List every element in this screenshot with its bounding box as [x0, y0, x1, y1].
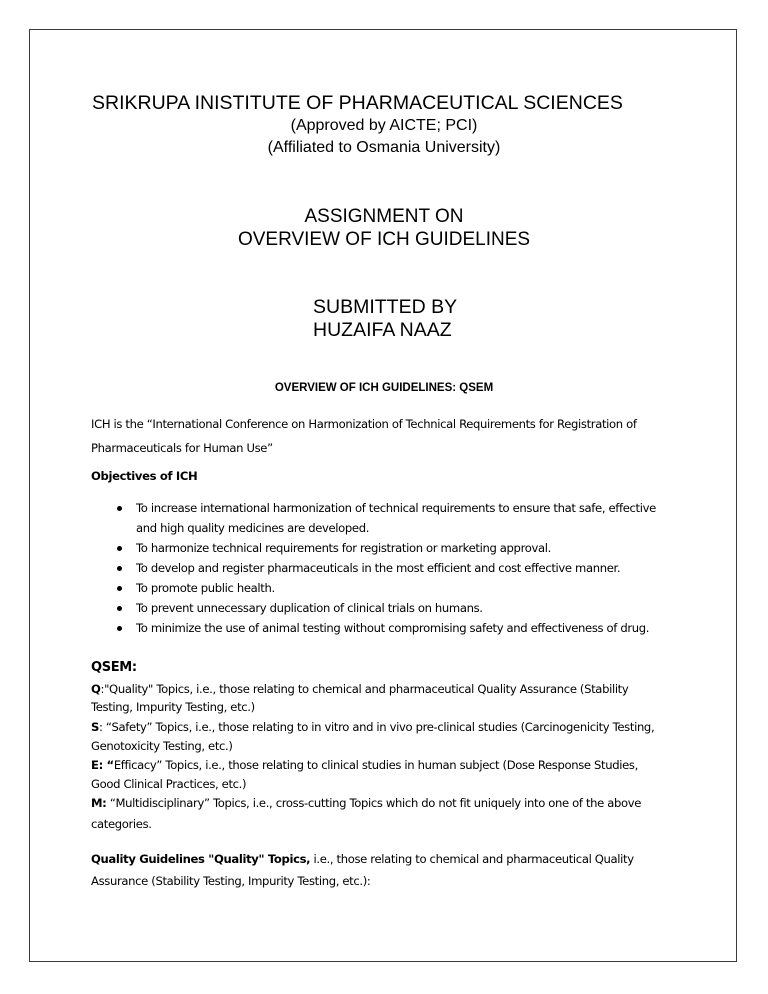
- objective-3: To develop and register pharmaceuticals in the most efficient and cost effective manner.: [136, 561, 621, 575]
- objective-6: To minimize the use of animal testing without compromising safety and effectiveness of drug.: [136, 621, 650, 635]
- qsem-s-label: S: [91, 720, 99, 734]
- submitted-by-label: SUBMITTED BY: [313, 296, 458, 318]
- bullet-icon: [117, 566, 122, 571]
- qsem-q-line-2: Testing, Impurity Testing, etc.): [91, 700, 255, 714]
- bullet-icon: [117, 626, 122, 631]
- qsem-m-text: “Multidisciplinary” Topics, i.e., cross-cutting Topics which do not fit uniquely into one of the above: [106, 796, 642, 810]
- bullet-icon: [117, 546, 122, 551]
- affiliation-line: (Affiliated to Osmania University): [267, 139, 501, 156]
- quality-label: Quality Guidelines "Quality" Topics,: [91, 852, 311, 866]
- intro-line-1: ICH is the “International Conference on Harmonization of Technical Requirements for Registration of: [91, 417, 637, 431]
- qsem-q-text: :"Quality" Topics, i.e., those relating to chemical and pharmaceutical Quality Assurance (Stability: [100, 682, 629, 696]
- qsem-s-line-2: Genotoxicity Testing, etc.): [91, 739, 233, 753]
- approval-line: (Approved by AICTE; PCI): [290, 117, 478, 134]
- submitter-name: HUZAIFA NAAZ: [313, 319, 452, 341]
- objectives-heading: Objectives of ICH: [91, 469, 198, 483]
- bullet-icon: [117, 606, 122, 611]
- quality-text: i.e., those relating to chemical and pharmaceutical Quality: [310, 852, 634, 866]
- qsem-e-line-1: [91, 758, 638, 772]
- qsem-q-line-1: [91, 682, 628, 696]
- qsem-q-label: Q: [91, 682, 101, 696]
- section-title: OVERVIEW OF ICH GUIDELINES: QSEM: [274, 382, 494, 394]
- objective-2: To harmonize technical requirements for registration or marketing approval.: [136, 541, 551, 555]
- objective-4: To promote public health.: [136, 581, 275, 595]
- bullet-icon: [117, 586, 122, 591]
- qsem-m-label: M:: [91, 796, 107, 810]
- qsem-e-line-2: Good Clinical Practices, etc.): [91, 777, 247, 791]
- qsem-s-text: : “Safety” Topics, i.e., those relating to in vitro and in vivo pre-clinical studies (Carcinogenicity Testing,: [99, 720, 655, 734]
- intro-line-2: Pharmaceuticals for Human Use”: [91, 441, 273, 455]
- qsem-e-text: Efficacy” Topics, i.e., those relating to clinical studies in human subject (Dose Response Studies,: [113, 758, 638, 772]
- qsem-heading: QSEM:: [91, 660, 137, 675]
- qsem-s-line-1: [91, 720, 654, 734]
- objective-1-line-1: To increase international harmonization of technical requirements to ensure that safe, effective: [136, 501, 656, 515]
- assignment-line-2: OVERVIEW OF ICH GUIDELINES: [237, 229, 531, 250]
- qsem-m-line-1: [91, 796, 641, 810]
- assignment-line-1: ASSIGNMENT ON: [304, 206, 464, 227]
- quality-line-2: Assurance (Stability Testing, Impurity Testing, etc.):: [91, 874, 371, 888]
- objective-1-line-2: and high quality medicines are developed.: [136, 521, 370, 535]
- bullet-icon: [117, 506, 122, 511]
- qsem-m-line-2: categories.: [91, 817, 152, 831]
- qsem-e-label: E: “: [91, 758, 114, 772]
- institute-name: SRIKRUPA INISTITUTE OF PHARMACEUTICAL SCIENCES: [92, 92, 623, 114]
- objective-5: To prevent unnecessary duplication of clinical trials on humans.: [136, 601, 483, 615]
- quality-line-1: [91, 852, 634, 866]
